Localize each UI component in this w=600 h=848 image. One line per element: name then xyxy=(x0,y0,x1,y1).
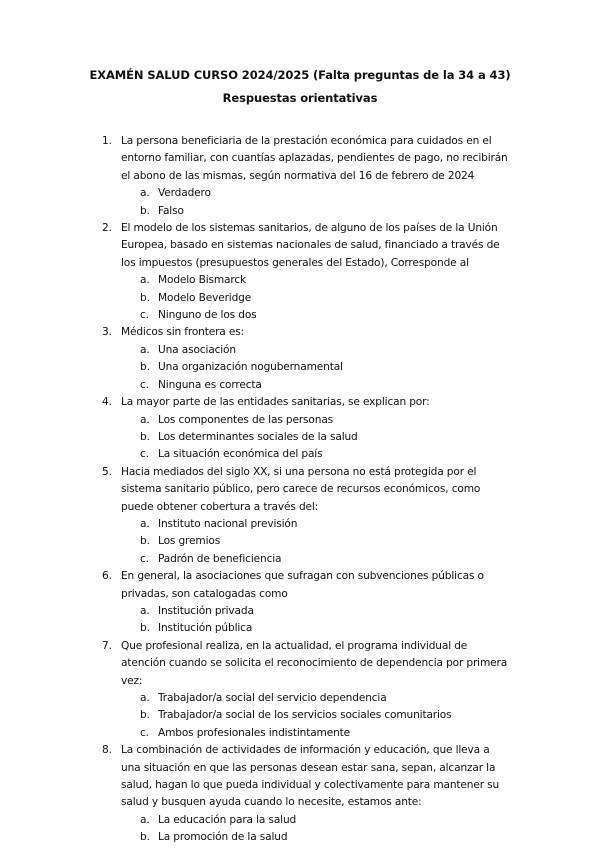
answer-option xyxy=(121,412,508,429)
option-letter: b. xyxy=(140,204,150,217)
answer-option xyxy=(121,707,508,724)
answer-option xyxy=(121,516,508,533)
document-title: EXAMÉN SALUD CURSO 2024/2025 (Falta preguntas de la 34 a 43) xyxy=(89,68,511,82)
option-letter: a. xyxy=(140,274,150,287)
question-item xyxy=(0,464,600,568)
option-text: Los determinantes sociales de la salud xyxy=(158,430,358,443)
option-letter: a. xyxy=(140,604,150,617)
question-number: 6. xyxy=(102,570,112,583)
answer-option xyxy=(121,603,508,620)
option-letter: b. xyxy=(140,535,150,548)
question-number: 7. xyxy=(102,639,112,652)
answer-option xyxy=(121,812,508,829)
answer-option xyxy=(121,377,508,394)
answer-option xyxy=(121,185,508,202)
option-letter: b. xyxy=(140,361,150,374)
option-text: Ambos profesionales indistintamente xyxy=(158,726,351,739)
option-text: La situación económica del país xyxy=(158,448,323,461)
answer-option xyxy=(121,203,508,220)
answer-option xyxy=(121,307,508,324)
answer-option xyxy=(121,533,508,550)
answer-option xyxy=(121,342,508,359)
answer-option xyxy=(121,690,508,707)
option-text: Una asociación xyxy=(158,343,236,356)
question-text: La persona beneficiaria de la prestación económica para cuidados en el entorno familiar, con cuantías aplazadas, pendientes de pago, no recibirán el abono de las mismas, según normativa del 16 de febrero de 2024 xyxy=(121,135,508,182)
question-number: 8. xyxy=(102,744,112,757)
option-letter: a. xyxy=(140,813,150,826)
option-text: Una organización nogubernamental xyxy=(158,361,343,374)
question-item xyxy=(0,742,600,846)
answer-options xyxy=(121,412,508,464)
question-text: Que profesional realiza, en la actualidad, el programa individual de atención cuando se solicita el reconocimiento de dependencia por primera vez: xyxy=(121,639,508,687)
option-letter: a. xyxy=(140,692,150,704)
option-text: Trabajador/a social del servicio dependencia xyxy=(158,692,387,704)
answer-options xyxy=(121,516,508,568)
question-item xyxy=(0,324,600,394)
option-letter: b. xyxy=(140,831,150,844)
option-text: Ninguna es correcta xyxy=(158,378,262,391)
answer-option xyxy=(121,829,508,846)
option-text: Modelo Beveridge xyxy=(158,291,252,304)
answer-option xyxy=(121,551,508,568)
answer-option xyxy=(121,359,508,376)
option-letter: b. xyxy=(140,291,150,304)
answer-options xyxy=(121,342,508,394)
question-number: 5. xyxy=(102,465,112,478)
option-letter: c. xyxy=(140,378,149,391)
option-text: Padrón de beneficiencia xyxy=(158,552,282,565)
question-number: 3. xyxy=(102,326,112,339)
answer-option xyxy=(121,725,508,742)
question-item xyxy=(0,394,600,464)
question-text: La combinación de actividades de información y educación, que lleva a una situación en que las personas desean estar sana, sepan, alcanzar la salud, hagan lo que pueda individual y colectivamente para mantener su salud y busquen ayuda cuando lo necesite, estamos ante: xyxy=(121,744,500,809)
option-letter: c. xyxy=(140,552,149,565)
option-text: Verdadero xyxy=(158,187,211,200)
option-letter: b. xyxy=(140,709,150,722)
answer-options xyxy=(121,812,508,847)
option-letter: a. xyxy=(140,187,150,200)
question-number: 4. xyxy=(102,396,112,409)
option-text: Ninguno de los dos xyxy=(158,309,257,322)
option-text: Los componentes de las personas xyxy=(158,413,334,426)
option-letter: a. xyxy=(140,413,150,426)
question-text: El modelo de los sistemas sanitarios, de alguno de los países de la Unión Europea, basado en sistemas nacionales de salud, financiado a través de los impuestos (presupuestos generales del Estado), Corresponde al xyxy=(121,222,500,269)
question-list xyxy=(0,133,600,847)
answer-option xyxy=(121,272,508,289)
option-text: Institución privada xyxy=(158,604,254,617)
option-text: Institución pública xyxy=(158,622,253,635)
option-text: La promoción de la salud xyxy=(158,831,288,844)
answer-option xyxy=(121,446,508,463)
question-number: 1. xyxy=(102,135,112,147)
option-letter: b. xyxy=(140,430,150,443)
option-text: Instituto nacional previsión xyxy=(158,517,298,530)
option-letter: c. xyxy=(140,309,149,322)
option-letter: a. xyxy=(140,343,150,356)
document-subtitle: Respuestas orientativas xyxy=(222,91,378,105)
question-number: 2. xyxy=(102,222,112,235)
answer-option xyxy=(121,429,508,446)
option-text: Modelo Bismarck xyxy=(158,274,247,287)
question-text: En general, la asociaciones que sufragan con subvenciones públicas o privadas, son catalogadas como xyxy=(121,570,484,600)
answer-options xyxy=(121,690,508,742)
answer-option xyxy=(121,620,508,637)
question-text: Médicos sin frontera es: xyxy=(121,326,245,339)
answer-options xyxy=(121,185,508,220)
question-item xyxy=(0,220,600,324)
option-text: Trabajador/a social de los servicios sociales comunitarios xyxy=(158,709,452,722)
answer-option xyxy=(121,290,508,307)
question-item xyxy=(0,568,600,638)
question-text: Hacia mediados del siglo XX, si una persona no está protegida por el sistema sanitario público, pero carece de recursos económicos, como puede obtener cobertura a través del: xyxy=(121,465,481,513)
option-letter: c. xyxy=(140,448,149,461)
answer-options xyxy=(121,603,508,638)
option-text: Falso xyxy=(158,204,184,217)
option-text: La educación para la salud xyxy=(158,813,297,826)
question-text: La mayor parte de las entidades sanitarias, se explican por: xyxy=(121,396,430,409)
option-letter: c. xyxy=(140,726,149,739)
question-item xyxy=(0,638,600,742)
option-text: Los gremios xyxy=(158,535,221,548)
question-item xyxy=(0,133,600,220)
option-letter: a. xyxy=(140,517,150,530)
option-letter: b. xyxy=(140,622,150,635)
answer-options xyxy=(121,272,508,324)
